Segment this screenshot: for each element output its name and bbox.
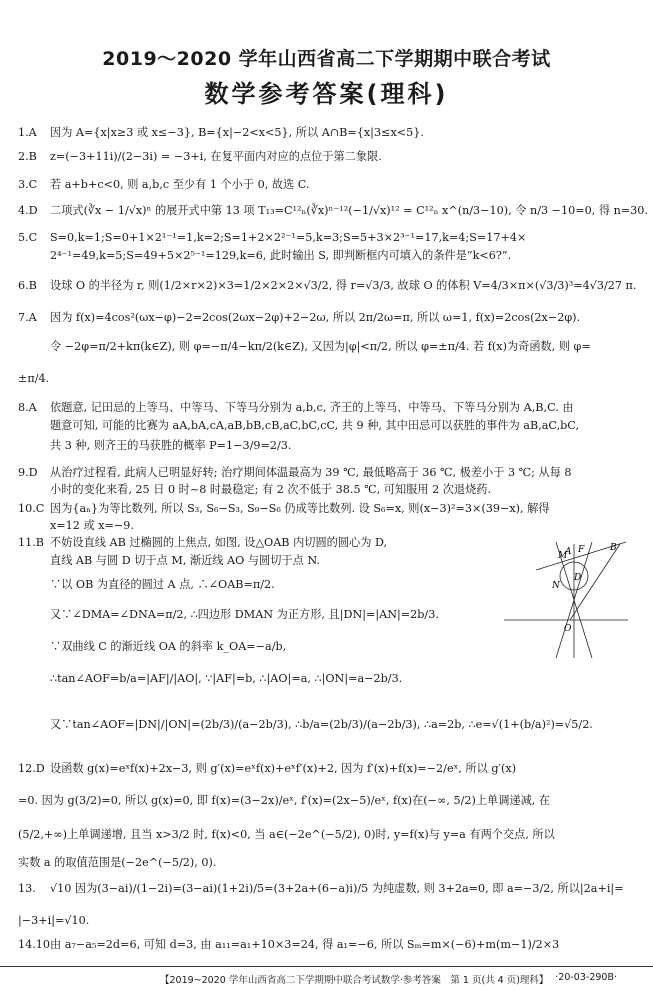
document-title: 2019～2020 学年山西省高二下学期期中联合考试 bbox=[102, 48, 551, 70]
label-o: O bbox=[564, 624, 572, 634]
answer-14: 14.10由 a₇−a₅=2d=6, 可知 d=3, 由 a₁₁=a₁+10×3=24, 得 a₁=−6, 所以 Sₘ=m×(−6)+m(m−1)/2×3 bbox=[18, 938, 560, 951]
label-m: M bbox=[558, 551, 568, 561]
answer-10-cont: x=12 或 x=−9. bbox=[50, 519, 134, 532]
answer-7-cont2: ±π/4. bbox=[18, 372, 50, 385]
answer-9: 9.D 从治疗过程看, 此病人已明显好转; 治疗期间体温最高为 39 ℃, 最低略高于 36 ℃, 极差小于 3 ℃; 从每 8 bbox=[18, 466, 572, 479]
page-footer bbox=[0, 966, 653, 986]
answer-8-cont2: 共 3 种, 则齐王的马获胜的概率 P=1−3/9=2/3. bbox=[50, 439, 292, 452]
label-d: D bbox=[574, 573, 582, 583]
answer-12-cont2: (5/2,+∞)上单调递增, 且当 x>3/2 时, f(x)<0, 当 a∈(−2e^(−5/2), 0)时, y=f(x)与 y=a 有两个交点, 所以 bbox=[18, 828, 555, 841]
footer-source: 【2019~2020 学年山西省高二下学期期中联合考试数学·参考答案 第 1 页(共 4 页)理科】 bbox=[160, 975, 549, 986]
answer-11-line: ∵以 OB 为直径的圆过 A 点, ∴∠OAB=π/2. bbox=[50, 578, 275, 591]
answer-13-cont: |−3+i|=√10. bbox=[18, 914, 90, 927]
answer-5: 5.C S=0,k=1;S=0+1×2¹⁻¹=1,k=2;S=1+2×2²⁻¹=5,k=3;S=5+3×2³⁻¹=17,k=4;S=17+4× bbox=[18, 231, 527, 244]
answer-8: 8.A 依题意, 记田忌的上等马、中等马、下等马分别为 a,b,c, 齐王的上等马、中等马、下等马分别为 A,B,C. 由 bbox=[18, 401, 574, 414]
answer-7-cont: 令 −2φ=π/2+kπ(k∈Z), 则 φ=−π/4−kπ/2(k∈Z), 又因为|φ|<π/2, 所以 φ=±π/4. 若 f(x)为奇函数, 则 φ= bbox=[50, 340, 591, 353]
answer-11-line: 直线 AB 与圆 D 切于点 M, 渐近线 AO 与圆切于点 N. bbox=[50, 554, 320, 567]
answer-11: 11.B 不妨设直线 AB 过椭圆的上焦点, 如图, 设△OAB 内切圆的圆心为 D, bbox=[18, 536, 388, 549]
footer-code: ·20-03-290B· bbox=[555, 972, 617, 983]
answer-11-line: 又∵tan∠AOF=|DN|/|ON|=(2b/3)/(a−2b/3), ∴b/a=(2b/3)/(a−2b/3), ∴a=2b, ∴e=√(1+(b/a)²)=√5/2. bbox=[50, 718, 593, 731]
document-subtitle: 数学参考答案(理科) bbox=[204, 80, 449, 108]
answer-9-cont: 小时的变化来看, 25 日 0 时~8 时最稳定; 有 2 次不低于 38.5 ℃, 可知服用 2 次退烧药. bbox=[50, 483, 492, 496]
answer-4: 4.D 二项式(∛x − 1/√x)ⁿ 的展开式中第 13 项 T₁₃=C¹²ₙ(∛x)ⁿ⁻¹²(−1/√x)¹² = C¹²ₙ x^(n/3−10), 令 n/3 −10=0, 得 n=30. bbox=[18, 204, 648, 217]
answer-8-cont: 题意可知, 可能的比赛为 aA,bA,cA,aB,bB,cB,aC,bC,cC, 共 9 种, 其中田忌可以获胜的事件为 aB,aC,bC, bbox=[50, 419, 580, 432]
answer-13: 13. √10 因为(3−ai)/(1−2i)=(3−ai)(1+2i)/5=(3+2a+(6−a)i)/5 为纯虚数, 则 3+2a=0, 即 a=−3/2, 所以|2a+i|= bbox=[18, 882, 624, 895]
label-f: F bbox=[578, 545, 585, 555]
answer-12-cont: =0. 因为 g(3/2)=0, 所以 g(x)=0, 即 f(x)=(3−2x)/eˣ, f′(x)=(2x−5)/eˣ, f(x)在(−∞, 5/2)上单调递减, 在 bbox=[18, 794, 551, 807]
answer-11-line: 又∵∠DMA=∠DNA=π/2, ∴四边形 DMAN 为正方形, 且|DN|=|AN|=2b/3. bbox=[50, 608, 439, 621]
answer-7: 7.A 因为 f(x)=4cos²(ωx−φ)−2=2cos(2ωx−2φ)+2−2ω, 所以 2π/2ω=π, 所以 ω=1, f(x)=2cos(2x−2φ). bbox=[18, 311, 581, 324]
answer-12-cont3: 实数 a 的取值范围是(−2e^(−5/2), 0). bbox=[18, 856, 217, 869]
label-a: A bbox=[565, 547, 572, 557]
answer-5-cont: 2⁴⁻¹=49,k=5;S=49+5×2⁵⁻¹=129,k=6, 此时输出 S, 即判断框内可填入的条件是“k<6?”. bbox=[50, 249, 512, 262]
label-n: N bbox=[552, 581, 560, 591]
answer-6: 6.B 设球 O 的半径为 r, 则(1/2×r×2)×3=1/2×2×2×√3/2, 得 r=√3/3, 故球 O 的体积 V=4/3×π×(√3/3)³=4√3/27 π. bbox=[18, 279, 637, 292]
answer-10: 10.C 因为{aₙ}为等比数列, 所以 S₃, S₆−S₃, S₉−S₆ 仍成等比数列. 设 S₆=x, 则(x−3)²=3×(39−x), 解得 bbox=[18, 502, 550, 515]
answer-3: 3.C 若 a+b+c<0, 则 a,b,c 至少有 1 个小于 0, 故选 C. bbox=[18, 178, 310, 191]
answer-1: 1.A 因为 A={x|x≥3 或 x≤−3}, B={x|−2<x<5}, 所以 A∩B={x|3≤x<5}. bbox=[18, 126, 424, 139]
answer-11-line: ∵双曲线 C 的渐近线 OA 的斜率 k_OA=−a/b, bbox=[50, 640, 287, 653]
answer-2: 2.B z=(−3+11i)/(2−3i) = −3+i, 在复平面内对应的点位于第二象限. bbox=[18, 150, 382, 163]
hyperbola-figure bbox=[500, 540, 630, 660]
label-b: B bbox=[610, 543, 617, 553]
answer-12: 12.D 设函数 g(x)=eˣf(x)+2x−3, 则 g′(x)=eˣf(x)+eˣf′(x)+2, 因为 f′(x)+f(x)=−2/eˣ, 所以 g′(x) bbox=[18, 762, 517, 775]
answer-11-line: ∴tan∠AOF=b/a=|AF|/|AO|, ∵|AF|=b, ∴|AO|=a, ∴|ON|=a−2b/3. bbox=[50, 672, 403, 685]
